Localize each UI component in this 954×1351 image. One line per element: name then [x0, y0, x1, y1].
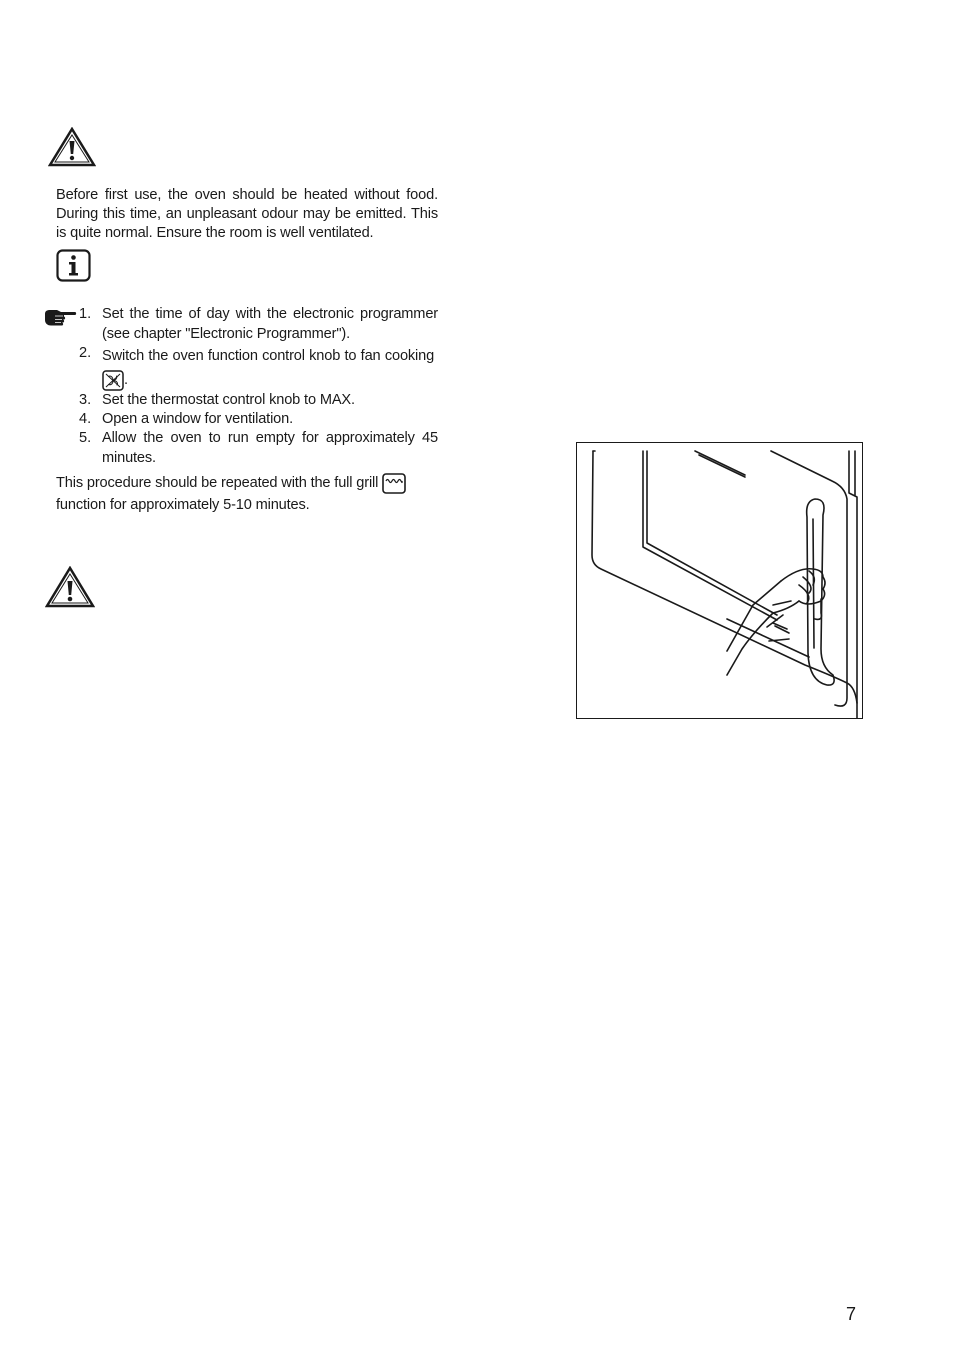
repeat-note-text: function for approximately 5-10 minutes. — [56, 497, 310, 513]
step-number: 3. — [79, 392, 92, 408]
step-text: Open a window for ventilation. — [102, 411, 294, 427]
warning-triangle-icon — [48, 127, 96, 167]
step-text: Set the time of day with the electronic programmer (see chapter "Electronic Programmer"). — [102, 306, 438, 342]
repeat-note — [56, 472, 440, 516]
pointing-hand-icon — [43, 308, 77, 328]
fan-cooking-icon — [102, 370, 124, 391]
step-number: 1. — [79, 306, 92, 322]
step-number: 4. — [79, 411, 92, 427]
step-number: 5. — [79, 430, 92, 446]
full-grill-icon — [382, 473, 406, 494]
step-text — [102, 344, 438, 392]
info-icon — [56, 249, 91, 282]
procedure-list — [79, 305, 439, 475]
intro-paragraph: Before first use, the oven should be heated without food. During this time, an unpleasant odour may be emitted. This is quite normal. Ensure the room is well ventilated. — [56, 187, 438, 241]
step-text: Allow the oven to run empty for approximately 45 minutes. — [102, 430, 438, 466]
step-text: Set the thermostat control knob to MAX. — [102, 392, 355, 408]
hand-opening-oven-door-illustration — [576, 442, 863, 719]
step-text-part: Switch the oven function control knob to fan cooking — [102, 348, 435, 364]
repeat-note-text: This procedure should be repeated with the full grill — [56, 475, 379, 491]
warning-triangle-icon — [45, 566, 95, 608]
page-number: 7 — [846, 1304, 857, 1324]
step-number: 2. — [79, 345, 92, 361]
step-text-part: . — [124, 372, 128, 388]
